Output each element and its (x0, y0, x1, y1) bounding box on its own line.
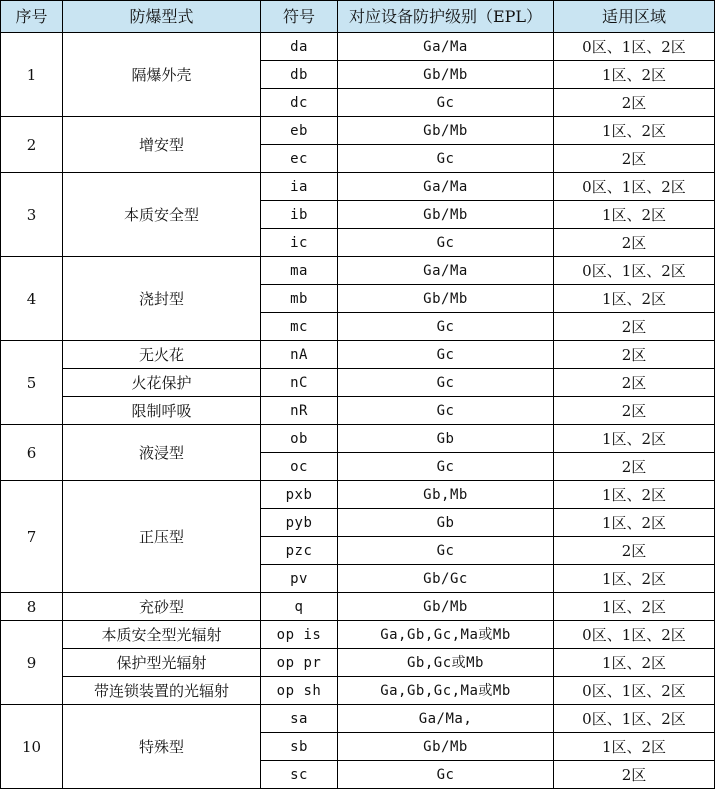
cell-code: sa (261, 705, 338, 733)
cell-zone: 2区 (554, 145, 715, 173)
cell-type: 限制呼吸 (63, 397, 261, 425)
cell-code: q (261, 593, 338, 621)
cell-code: ib (261, 201, 338, 229)
table-row (1, 257, 715, 285)
header-code: 符号 (261, 1, 338, 33)
cell-no: 9 (1, 621, 63, 705)
header-epl: 对应设备防护级别（EPL） (338, 1, 554, 33)
cell-epl: Gb/Mb (338, 117, 554, 145)
cell-no: 3 (1, 173, 63, 257)
cell-no: 1 (1, 33, 63, 117)
cell-epl: Ga/Ma (338, 257, 554, 285)
cell-epl: Gc (338, 761, 554, 789)
cell-code: op pr (261, 649, 338, 677)
table-row (1, 173, 715, 201)
cell-zone: 1区、2区 (554, 565, 715, 593)
cell-zone: 0区、1区、2区 (554, 621, 715, 649)
cell-type: 火花保护 (63, 369, 261, 397)
cell-code: mb (261, 285, 338, 313)
cell-code: sb (261, 733, 338, 761)
cell-code: nC (261, 369, 338, 397)
cell-zone: 1区、2区 (554, 285, 715, 313)
cell-code: ic (261, 229, 338, 257)
table-row (1, 621, 715, 649)
header-type: 防爆型式 (63, 1, 261, 33)
table-row (1, 33, 715, 61)
cell-epl: Gc (338, 145, 554, 173)
cell-zone: 1区、2区 (554, 481, 715, 509)
cell-epl: Gb,Mb (338, 481, 554, 509)
cell-zone: 1区、2区 (554, 593, 715, 621)
cell-epl: Gc (338, 369, 554, 397)
cell-epl: Ga,Gb,Gc,Ma或Mb (338, 621, 554, 649)
cell-code: oc (261, 453, 338, 481)
cell-epl: Ga/Ma (338, 33, 554, 61)
cell-code: ma (261, 257, 338, 285)
cell-zone: 0区、1区、2区 (554, 677, 715, 705)
table-row (1, 341, 715, 369)
cell-epl: Gb/Mb (338, 733, 554, 761)
table-row (1, 117, 715, 145)
cell-epl: Gb/Mb (338, 285, 554, 313)
cell-no: 4 (1, 257, 63, 341)
cell-type: 特殊型 (63, 705, 261, 789)
cell-no: 5 (1, 341, 63, 425)
cell-epl: Gc (338, 89, 554, 117)
cell-code: db (261, 61, 338, 89)
cell-type: 带连锁装置的光辐射 (63, 677, 261, 705)
cell-epl: Gc (338, 453, 554, 481)
cell-code: op sh (261, 677, 338, 705)
cell-type: 浇封型 (63, 257, 261, 341)
cell-type: 隔爆外壳 (63, 33, 261, 117)
cell-type: 充砂型 (63, 593, 261, 621)
cell-code: ia (261, 173, 338, 201)
header-no: 序号 (1, 1, 63, 33)
cell-epl: Gb/Gc (338, 565, 554, 593)
cell-code: ec (261, 145, 338, 173)
cell-epl: Gc (338, 341, 554, 369)
table-row (1, 425, 715, 453)
table-row (1, 593, 715, 621)
cell-epl: Ga,Gb,Gc,Ma或Mb (338, 677, 554, 705)
cell-zone: 2区 (554, 397, 715, 425)
cell-zone: 2区 (554, 341, 715, 369)
cell-code: mc (261, 313, 338, 341)
cell-zone: 2区 (554, 89, 715, 117)
cell-no: 10 (1, 705, 63, 789)
cell-no: 2 (1, 117, 63, 173)
cell-code: ob (261, 425, 338, 453)
cell-type: 本质安全型 (63, 173, 261, 257)
cell-zone: 2区 (554, 761, 715, 789)
cell-epl: Gb/Mb (338, 61, 554, 89)
cell-zone: 1区、2区 (554, 509, 715, 537)
cell-zone: 0区、1区、2区 (554, 705, 715, 733)
table-row (1, 397, 715, 425)
cell-zone: 1区、2区 (554, 425, 715, 453)
cell-type: 正压型 (63, 481, 261, 593)
cell-epl: Ga/Ma, (338, 705, 554, 733)
header-row (1, 1, 715, 33)
cell-epl: Gb/Mb (338, 201, 554, 229)
table-row (1, 369, 715, 397)
cell-epl: Gb (338, 509, 554, 537)
cell-epl: Ga/Ma (338, 173, 554, 201)
cell-code: nA (261, 341, 338, 369)
cell-type: 液浸型 (63, 425, 261, 481)
table-row (1, 705, 715, 733)
header-zone: 适用区域 (554, 1, 715, 33)
cell-epl: Gc (338, 229, 554, 257)
cell-code: da (261, 33, 338, 61)
cell-no: 8 (1, 593, 63, 621)
cell-zone: 0区、1区、2区 (554, 257, 715, 285)
cell-zone: 0区、1区、2区 (554, 173, 715, 201)
cell-no: 7 (1, 481, 63, 593)
cell-zone: 1区、2区 (554, 117, 715, 145)
cell-epl: Gb/Mb (338, 593, 554, 621)
cell-zone: 2区 (554, 369, 715, 397)
cell-zone: 1区、2区 (554, 649, 715, 677)
cell-code: op is (261, 621, 338, 649)
cell-no: 6 (1, 425, 63, 481)
cell-type: 保护型光辐射 (63, 649, 261, 677)
cell-zone: 2区 (554, 537, 715, 565)
cell-zone: 2区 (554, 229, 715, 257)
cell-zone: 1区、2区 (554, 201, 715, 229)
cell-code: pxb (261, 481, 338, 509)
cell-code: pyb (261, 509, 338, 537)
cell-code: dc (261, 89, 338, 117)
cell-code: nR (261, 397, 338, 425)
table-row (1, 649, 715, 677)
table-row (1, 481, 715, 509)
cell-code: eb (261, 117, 338, 145)
cell-code: pv (261, 565, 338, 593)
cell-type: 增安型 (63, 117, 261, 173)
table-row (1, 677, 715, 705)
cell-type: 无火花 (63, 341, 261, 369)
cell-epl: Gb,Gc或Mb (338, 649, 554, 677)
cell-epl: Gc (338, 397, 554, 425)
cell-type: 本质安全型光辐射 (63, 621, 261, 649)
cell-zone: 1区、2区 (554, 61, 715, 89)
cell-epl: Gc (338, 313, 554, 341)
cell-epl: Gc (338, 537, 554, 565)
cell-zone: 0区、1区、2区 (554, 33, 715, 61)
cell-zone: 2区 (554, 313, 715, 341)
cell-epl: Gb (338, 425, 554, 453)
cell-zone: 2区 (554, 453, 715, 481)
cell-zone: 1区、2区 (554, 733, 715, 761)
cell-code: pzc (261, 537, 338, 565)
cell-code: sc (261, 761, 338, 789)
